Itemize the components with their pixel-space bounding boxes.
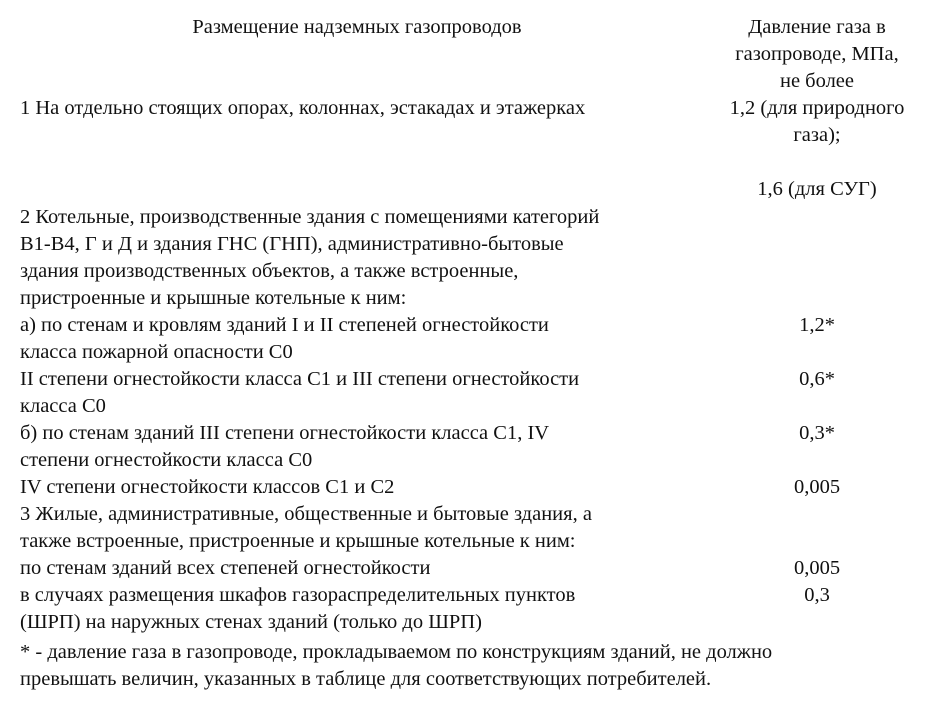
footnote-line-1: * - давление газа в газопроводе, прокладываемом по конструкциям зданий, не должно bbox=[20, 641, 773, 663]
row2b-text-line-2: степени огнестойкости класса С0 bbox=[20, 449, 313, 471]
header-placement-text: Размещение надземных газопроводов bbox=[192, 16, 522, 38]
row3-intro-line-2: также встроенные, пристроенные и крышные котельные к ним: bbox=[20, 530, 576, 552]
row1-pressure-lpg-line: 1,6 (для СУГ) bbox=[757, 178, 877, 200]
row2b-text bbox=[20, 420, 710, 474]
row3-intro bbox=[20, 501, 710, 555]
row3c-value-text: 0,005 bbox=[793, 557, 841, 579]
row2a2-value-text: 0,6* bbox=[799, 368, 835, 390]
header-pressure-line-1: Давление газа в bbox=[748, 16, 886, 38]
row2b-value bbox=[706, 420, 928, 447]
row3d-text-line-2: (ШРП) на наружных стенах зданий (только до ШРП) bbox=[20, 611, 482, 633]
row2a-value bbox=[706, 312, 928, 339]
row2-intro-line-4: пристроенные и крышные котельные к ним: bbox=[20, 287, 407, 309]
footnote-line-2: превышать величин, указанных в таблице для соответствующих потребителей. bbox=[20, 668, 712, 690]
row2-intro-line-3: здания производственных объектов, а также встроенные, bbox=[20, 260, 519, 282]
row3c-value bbox=[706, 555, 928, 582]
row2a2-value bbox=[706, 366, 928, 393]
row1-pressure-natural-line-2: газа); bbox=[793, 124, 841, 146]
row3d-value bbox=[706, 582, 928, 609]
header-pressure-line-2: газопроводе, МПа, bbox=[735, 43, 899, 65]
row3d-text-line-1: в случаях размещения шкафов газораспределительных пунктов bbox=[20, 584, 576, 606]
row2b-value-text: 0,3* bbox=[799, 422, 835, 444]
row2-intro bbox=[20, 204, 710, 312]
row2a2-text-line-2: класса С0 bbox=[20, 395, 106, 417]
row1-text-line: 1 На отдельно стоящих опорах, колоннах, эстакадах и этажерках bbox=[20, 97, 586, 119]
row2b2-text-line: IV степени огнестойкости классов С1 и С2 bbox=[20, 476, 395, 498]
row2a2-text-line-1: II степени огнестойкости класса С1 и III степени огнестойкости bbox=[20, 368, 580, 390]
row2-intro-line-2: В1-В4, Г и Д и здания ГНС (ГНП), административно-бытовые bbox=[20, 233, 564, 255]
row1-pressure-lpg bbox=[706, 176, 928, 203]
header-placement bbox=[0, 14, 714, 41]
row1-text bbox=[20, 95, 710, 122]
row3c-text-line: по стенам зданий всех степеней огнестойкости bbox=[20, 557, 431, 579]
row1-pressure-natural bbox=[706, 95, 928, 149]
header-pressure-line-3: не более bbox=[779, 70, 855, 92]
row2b2-value bbox=[706, 474, 928, 501]
row2a-text-line-2: класса пожарной опасности С0 bbox=[20, 341, 293, 363]
row3d-text bbox=[20, 582, 710, 636]
row2b2-value-text: 0,005 bbox=[793, 476, 841, 498]
row3-intro-line-1: 3 Жилые, административные, общественные и бытовые здания, а bbox=[20, 503, 592, 525]
row1-pressure-natural-line-1: 1,2 (для природного bbox=[729, 97, 905, 119]
row2a-text-line-1: а) по стенам и кровлям зданий I и II степеней огнестойкости bbox=[20, 314, 549, 336]
row2a2-text bbox=[20, 366, 710, 420]
row3c-text bbox=[20, 555, 710, 582]
row2a-text bbox=[20, 312, 710, 366]
footnote bbox=[20, 639, 925, 693]
row3d-value-text: 0,3 bbox=[804, 584, 830, 606]
row2b2-text bbox=[20, 474, 710, 501]
row2a-value-text: 1,2* bbox=[799, 314, 835, 336]
row2b-text-line-1: б) по стенам зданий III степени огнестойкости класса С1, IV bbox=[20, 422, 550, 444]
header-pressure bbox=[706, 14, 928, 95]
row2-intro-line-1: 2 Котельные, производственные здания с помещениями категорий bbox=[20, 206, 600, 228]
